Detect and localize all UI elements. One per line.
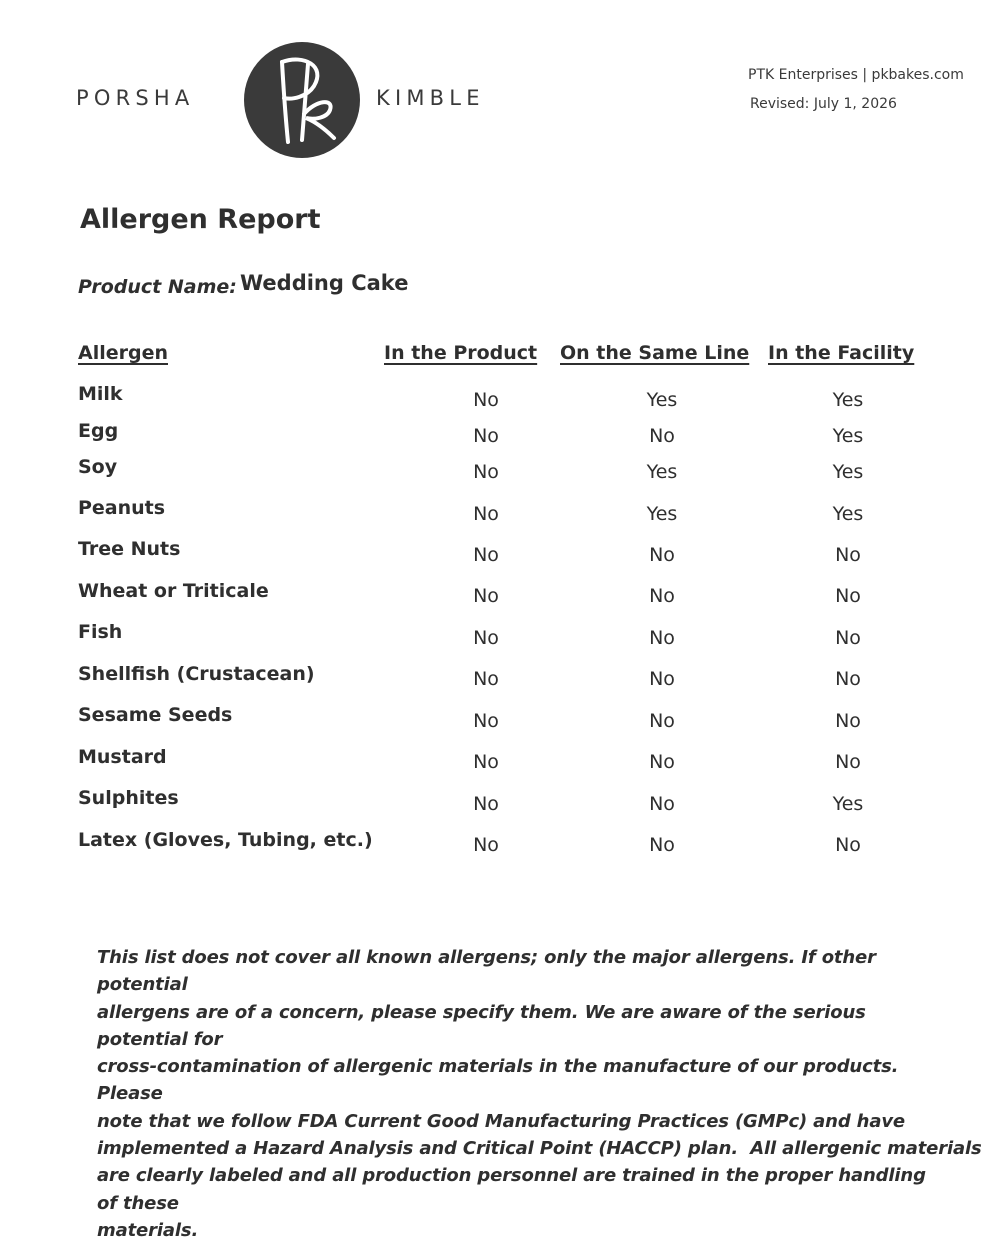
same-line-value: No: [649, 751, 675, 773]
in-facility-value: Yes: [832, 461, 864, 483]
allergen-name: Peanuts: [78, 497, 166, 519]
same-line-value: Yes: [646, 389, 678, 411]
product-name-value: Wedding Cake: [240, 271, 409, 295]
allergen-name: Shellfish (Crustacean): [78, 663, 315, 685]
report-title: Allergen Report: [80, 204, 321, 235]
in-facility-value: No: [835, 751, 861, 773]
allergen-name: Egg: [78, 420, 119, 442]
disclaimer-line: allergens are of a concern, please specify them. We are aware of the serious potential for: [97, 1001, 866, 1050]
disclaimer-line: cross-contamination of allergenic materials in the manufacture of our products. Please: [97, 1056, 899, 1105]
in-product-value: No: [473, 461, 499, 483]
in-facility-value: Yes: [832, 425, 864, 447]
same-line-value: No: [649, 793, 675, 815]
same-line-value: No: [649, 425, 675, 447]
disclaimer-line: implemented a Hazard Analysis and Critical Point (HACCP) plan. All allergenic materials: [97, 1138, 982, 1160]
same-line-value: No: [649, 627, 675, 649]
allergen-name: Tree Nuts: [78, 538, 181, 560]
company-info: PTK Enterprises | pkbakes.com: [748, 67, 964, 83]
in-facility-value: No: [835, 585, 861, 607]
same-line-value: No: [649, 834, 675, 856]
in-product-value: No: [473, 544, 499, 566]
in-product-value: No: [473, 627, 499, 649]
allergen-name: Soy: [78, 456, 118, 478]
disclaimer-paragraph: [97, 944, 982, 1244]
in-product-value: No: [473, 503, 499, 525]
in-facility-value: No: [835, 627, 861, 649]
brand-logo: [244, 42, 360, 158]
disclaimer-line: This list does not cover all known allergens; only the major allergens. If other potential: [97, 947, 876, 996]
column-header-allergen: Allergen: [78, 342, 168, 364]
in-product-value: No: [473, 585, 499, 607]
brand-last-name: KIMBLE: [376, 86, 485, 110]
in-product-value: No: [473, 425, 499, 447]
in-product-value: No: [473, 668, 499, 690]
same-line-value: Yes: [646, 461, 678, 483]
allergen-name: Latex (Gloves, Tubing, etc.): [78, 829, 373, 851]
in-product-value: No: [473, 793, 499, 815]
disclaimer-line: are clearly labeled and all production personnel are trained in the proper handling of these: [97, 1165, 926, 1214]
allergen-name: Sesame Seeds: [78, 704, 233, 726]
allergen-name: Mustard: [78, 746, 167, 768]
same-line-value: No: [649, 668, 675, 690]
in-facility-value: No: [835, 834, 861, 856]
in-product-value: No: [473, 389, 499, 411]
same-line-value: No: [649, 710, 675, 732]
in-facility-value: No: [835, 710, 861, 732]
same-line-value: No: [649, 544, 675, 566]
disclaimer-line: note that we follow FDA Current Good Manufacturing Practices (GMPc) and have: [97, 1110, 905, 1132]
in-facility-value: No: [835, 544, 861, 566]
revised-date: Revised: July 1, 2026: [750, 96, 897, 112]
disclaimer-line: materials.: [97, 1219, 199, 1241]
same-line-value: No: [649, 585, 675, 607]
product-name-label: Product Name:: [78, 276, 237, 298]
allergen-name: Sulphites: [78, 787, 179, 809]
in-facility-value: Yes: [832, 389, 864, 411]
column-header-in-product: In the Product: [384, 342, 538, 364]
same-line-value: Yes: [646, 503, 678, 525]
allergen-name: Fish: [78, 621, 123, 643]
in-facility-value: Yes: [832, 503, 864, 525]
column-header-in-facility: In the Facility: [768, 342, 915, 364]
column-header-same-line: On the Same Line: [560, 342, 750, 364]
in-product-value: No: [473, 710, 499, 732]
allergen-name: Milk: [78, 383, 123, 405]
in-product-value: No: [473, 751, 499, 773]
brand-first-name: PORSHA: [76, 86, 195, 110]
in-facility-value: No: [835, 668, 861, 690]
in-product-value: No: [473, 834, 499, 856]
in-facility-value: Yes: [832, 793, 864, 815]
allergen-name: Wheat or Triticale: [78, 580, 269, 602]
pk-monogram-icon: [244, 42, 360, 158]
